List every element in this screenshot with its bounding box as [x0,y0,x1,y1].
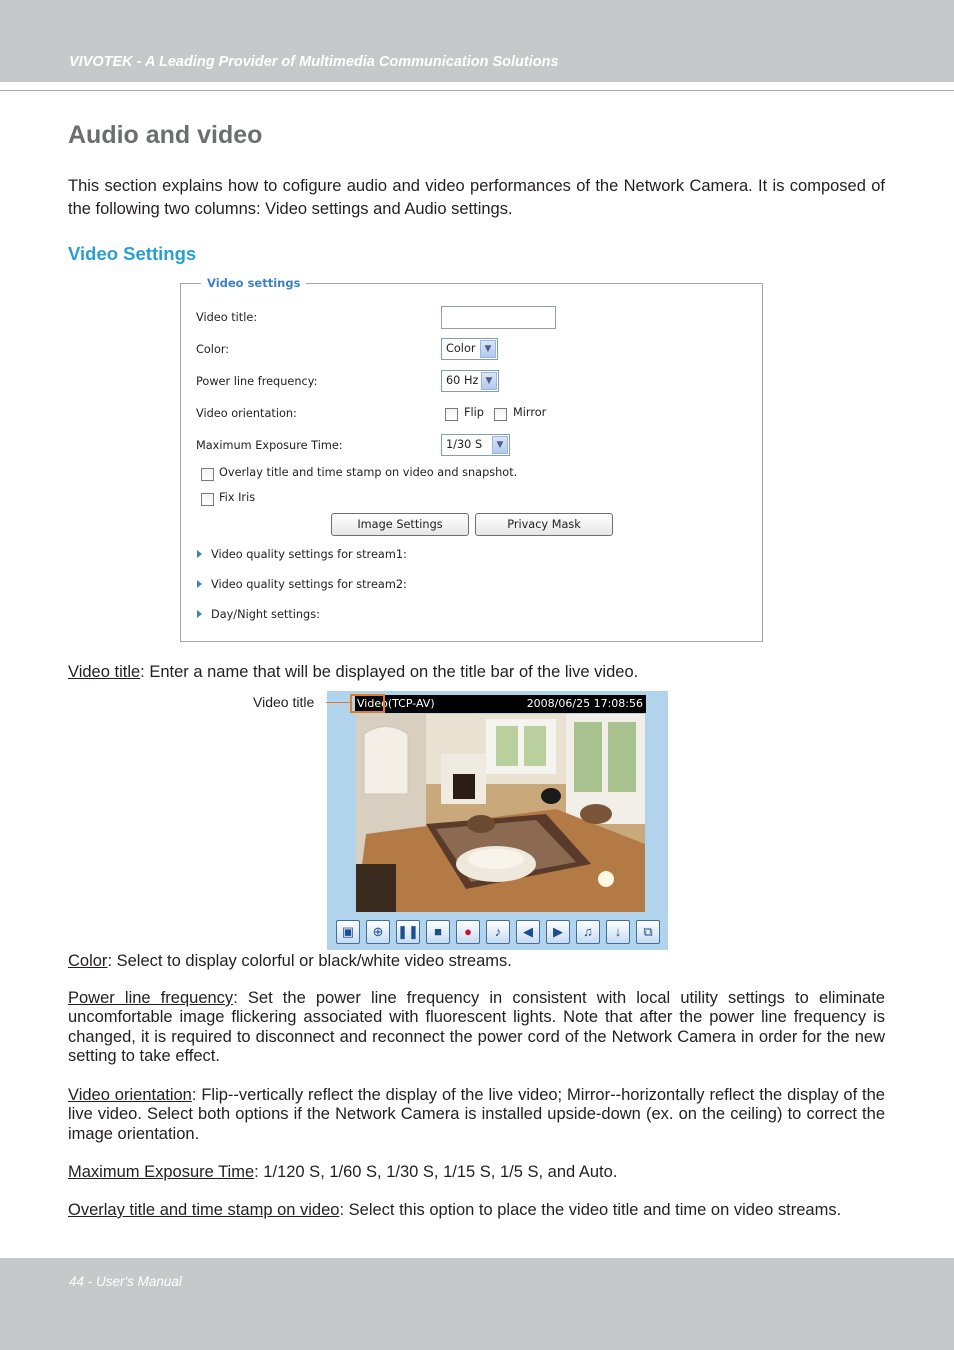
power-frequency-select[interactable] [441,370,499,392]
term-color: Color [68,952,108,970]
footer-text: 44 - User's Manual [69,1274,182,1289]
desc-overlay [68,1201,885,1220]
desc-color [68,950,885,973]
orientation-label: Video orientation: [196,407,297,420]
intro-paragraph: This section explains how to cofigure audio and video performances of the Network Camera. It is composed of the following two columns: Video settings and Audio settings. [68,177,885,218]
desc-power-text: : Set the power line frequency in consistent with local utility settings to eliminate uncomfortable image flickering associated with fluorescent lights. Note that after the power line frequency is changed, it is required to disconnect and reconnect the power cord of the Network Camera in order for the new setting to take effect. [68,989,885,1065]
color-select-value: Color [446,342,476,355]
privacy-mask-button[interactable]: Privacy Mask [475,513,613,536]
exposure-select-value: 1/30 S [446,438,483,451]
mute-icon[interactable]: ◀ [516,920,540,944]
video-title-bar [355,695,646,713]
exposure-select[interactable] [441,434,510,456]
mirror-label: Mirror [513,406,547,419]
desc-orientation-text: : Flip--vertically reflect the display of the live video; Mirror--horizontally reflect the display of the live video. Select both options if the Network Camera is installed upside-down (ex. on the ceiling) to correct the image orientation. [68,1086,885,1143]
stream2-settings-link[interactable]: Video quality settings for stream2: [211,578,407,591]
chevron-down-icon: ▼ [492,436,508,454]
fix-iris-label: Fix Iris [219,491,256,504]
color-select[interactable] [441,338,498,360]
overlay-checkbox[interactable] [201,468,214,481]
video-title-input[interactable] [441,306,556,329]
speaker-icon[interactable]: ♫ [576,920,600,944]
video-timestamp: 2008/06/25 17:08:56 [526,697,643,710]
record-icon[interactable]: ● [456,920,480,944]
volume-icon[interactable]: ♪ [486,920,510,944]
stop-icon[interactable]: ■ [426,920,450,944]
desc-exposure-text: : 1/120 S, 1/60 S, 1/30 S, 1/15 S, 1/5 S, and Auto. [254,1163,618,1181]
desc-color-text: : Select to display colorful or black/white video streams. [107,952,512,970]
expand-arrow-icon[interactable] [197,580,202,588]
video-title-label: Video title: [196,311,258,324]
desc-overlay-text: : Select this option to place the video title and time on video streams. [339,1201,842,1219]
term-orientation: Video orientation [68,1086,192,1104]
chevron-down-icon: ▼ [480,340,496,358]
video-title-text: Video(TCP-AV) [357,697,435,710]
camera-scene-image [356,714,645,912]
live-video-frame [327,691,668,950]
page-title: Audio and video [68,121,263,149]
term-exposure: Maximum Exposure Time [68,1163,255,1181]
power-frequency-label: Power line frequency: [196,375,318,388]
panel-legend: Video settings [201,276,306,290]
digital-zoom-icon[interactable]: ⊕ [366,920,390,944]
fullscreen-icon[interactable]: ⧉ [636,920,660,944]
exposure-label: Maximum Exposure Time: [196,439,343,452]
microphone-icon[interactable]: ↓ [606,920,630,944]
snapshot-icon[interactable]: ▣ [336,920,360,944]
expand-arrow-icon[interactable] [197,550,202,558]
talk-icon[interactable]: ▶ [546,920,570,944]
term-video-title: Video title [68,663,141,681]
footer-band [0,1258,954,1350]
overlay-label: Overlay title and time stamp on video and snapshot. [219,466,518,479]
fix-iris-checkbox[interactable] [201,493,214,506]
expand-arrow-icon[interactable] [197,610,202,618]
image-settings-button[interactable]: Image Settings [331,513,469,536]
header-band [0,0,954,82]
color-label: Color: [196,343,230,356]
desc-exposure [68,1161,885,1184]
term-overlay: Overlay title and time stamp on video [68,1201,340,1219]
callout-line [326,702,351,703]
header-rule [0,90,954,91]
section-subtitle: Video Settings [68,243,197,264]
daynight-settings-link[interactable]: Day/Night settings: [211,608,320,621]
header-text: VIVOTEK - A Leading Provider of Multimedia Communication Solutions [69,54,559,70]
chevron-down-icon: ▼ [481,372,497,390]
video-settings-panel [180,276,763,642]
desc-video-title-text: : Enter a name that will be displayed on the title bar of the live video. [140,663,639,681]
power-frequency-value: 60 Hz [446,374,479,387]
mirror-checkbox[interactable] [494,408,507,421]
desc-video-title [68,661,885,684]
stream1-settings-link[interactable]: Video quality settings for stream1: [211,548,407,561]
pause-icon[interactable]: ❚❚ [396,920,420,944]
desc-orientation [68,1086,885,1144]
video-title-caption: Video title [253,694,315,710]
video-title-highlight [350,694,385,713]
desc-power [68,989,885,1066]
flip-label: Flip [464,406,484,419]
flip-checkbox[interactable] [445,408,458,421]
term-power: Power line frequency [68,989,234,1007]
